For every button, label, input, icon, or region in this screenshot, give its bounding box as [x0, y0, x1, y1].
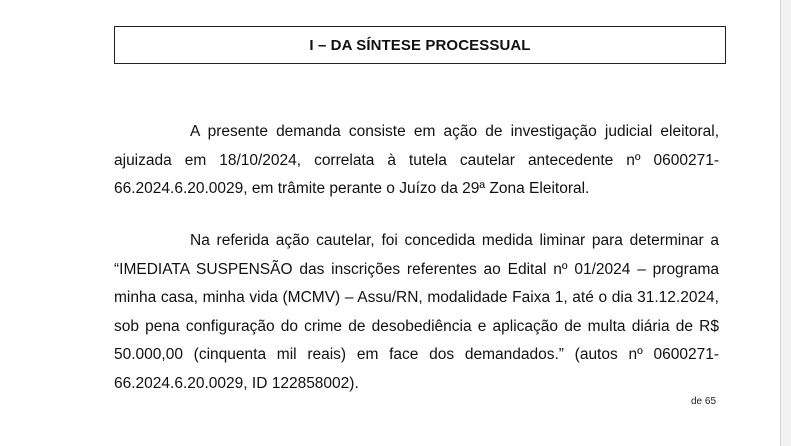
- page-number-footer: de 65: [691, 396, 717, 407]
- section-heading: I – DA SÍNTESE PROCESSUAL: [114, 26, 726, 64]
- paragraph-demand-summary: A presente demanda consiste em ação de investigação judicial eleitoral, ajuizada em 18/10/2024, correlata à tutela cautelar antecedente nº 0600271-66.2024.6.20.0029, em trâmite perante o Juízo da 29ª Zona Eleitoral.: [114, 123, 719, 198]
- paragraph-injunction: Na referida ação cautelar, foi concedida medida liminar para determinar a “IMEDIATA SUSPENSÃO das inscrições referentes ao Edital nº 01/2024 – programa minha casa, minha vida (MCMV) – Assu/RN, modalidade Faixa 1, até o dia 31.12.2024, sob pena configuração do crime de desobediência e aplicação de multa diária de R$ 50.000,00 (cinquenta mil reais) em face dos demandados.” (autos nº 0600271-66.2024.6.20.0029, ID 122858002).: [114, 232, 719, 392]
